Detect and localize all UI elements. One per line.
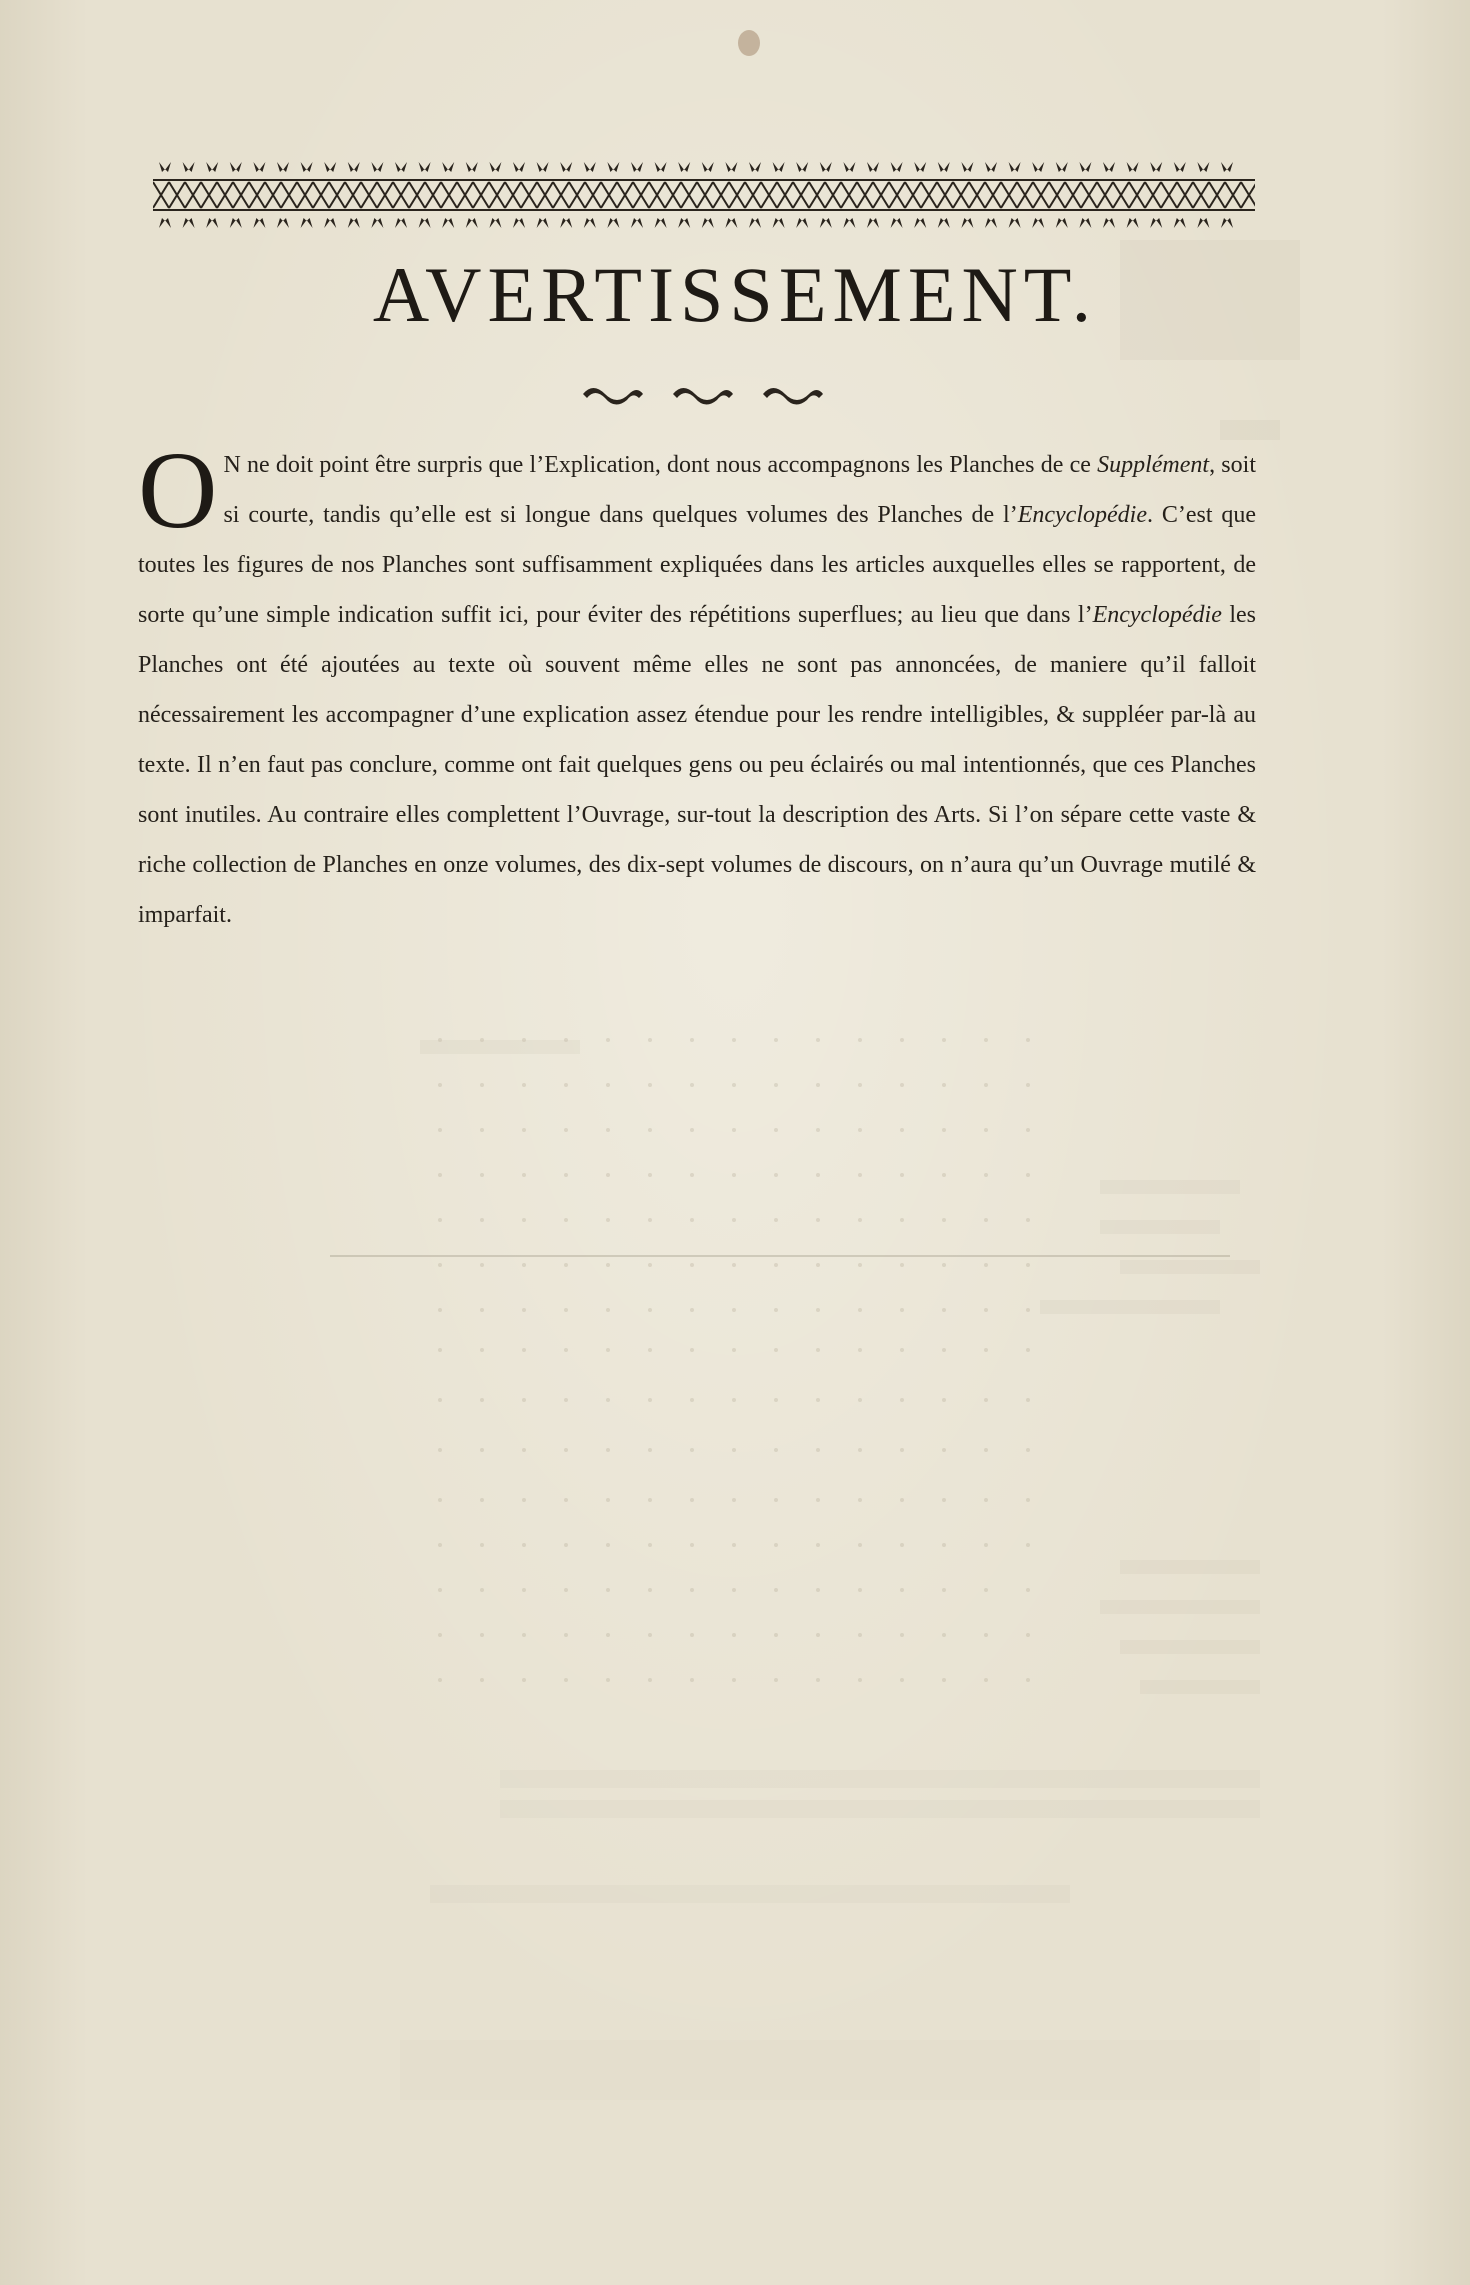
ornamental-header-band xyxy=(153,158,1255,232)
title-ornament xyxy=(578,380,838,406)
page-title: AVERTISSEMENT. xyxy=(372,251,1098,338)
drop-cap: O xyxy=(138,429,218,551)
body-paragraph xyxy=(138,429,1257,940)
paper-crease xyxy=(330,1255,1230,1257)
paragraph-text: N ne doit point être surpris que l’Explication, dont nous accompagnons les Planches de ce Supplément, soit si courte, tandis qu’elle est si longue dans quelques volumes des Planches de l’Encyclopédie. C’est que toutes les figures de nos Planches sont suffisamment expliquées dans les articles auxquelles elles se rapportent, de sorte qu’une simple indication suffit ici, pour éviter des répétitions superflues; au lieu que dans l’Encyclopédie les Planches ont été ajoutées au texte où souvent même elles ne sont pas annoncées, de maniere qu’il falloit nécessairement les accompagner d’une explication assez étendue pour les rendre intelligibles, & suppléer par-là au texte. Il n’en faut pas conclure, comme ont fait quelques gens ou peu éclairés ou mal intentionnés, que ces Planches sont inutiles. Au contraire elles complettent l’Ouvrage, sur-tout la description des Arts. Si l’on sépare cette vaste & riche collection de Planches en onze volumes, des dix-sept volumes de discours, on n’aura qu’un Ouvrage mutilé & imparfait. xyxy=(138,452,1257,928)
paper-stain xyxy=(738,30,760,56)
